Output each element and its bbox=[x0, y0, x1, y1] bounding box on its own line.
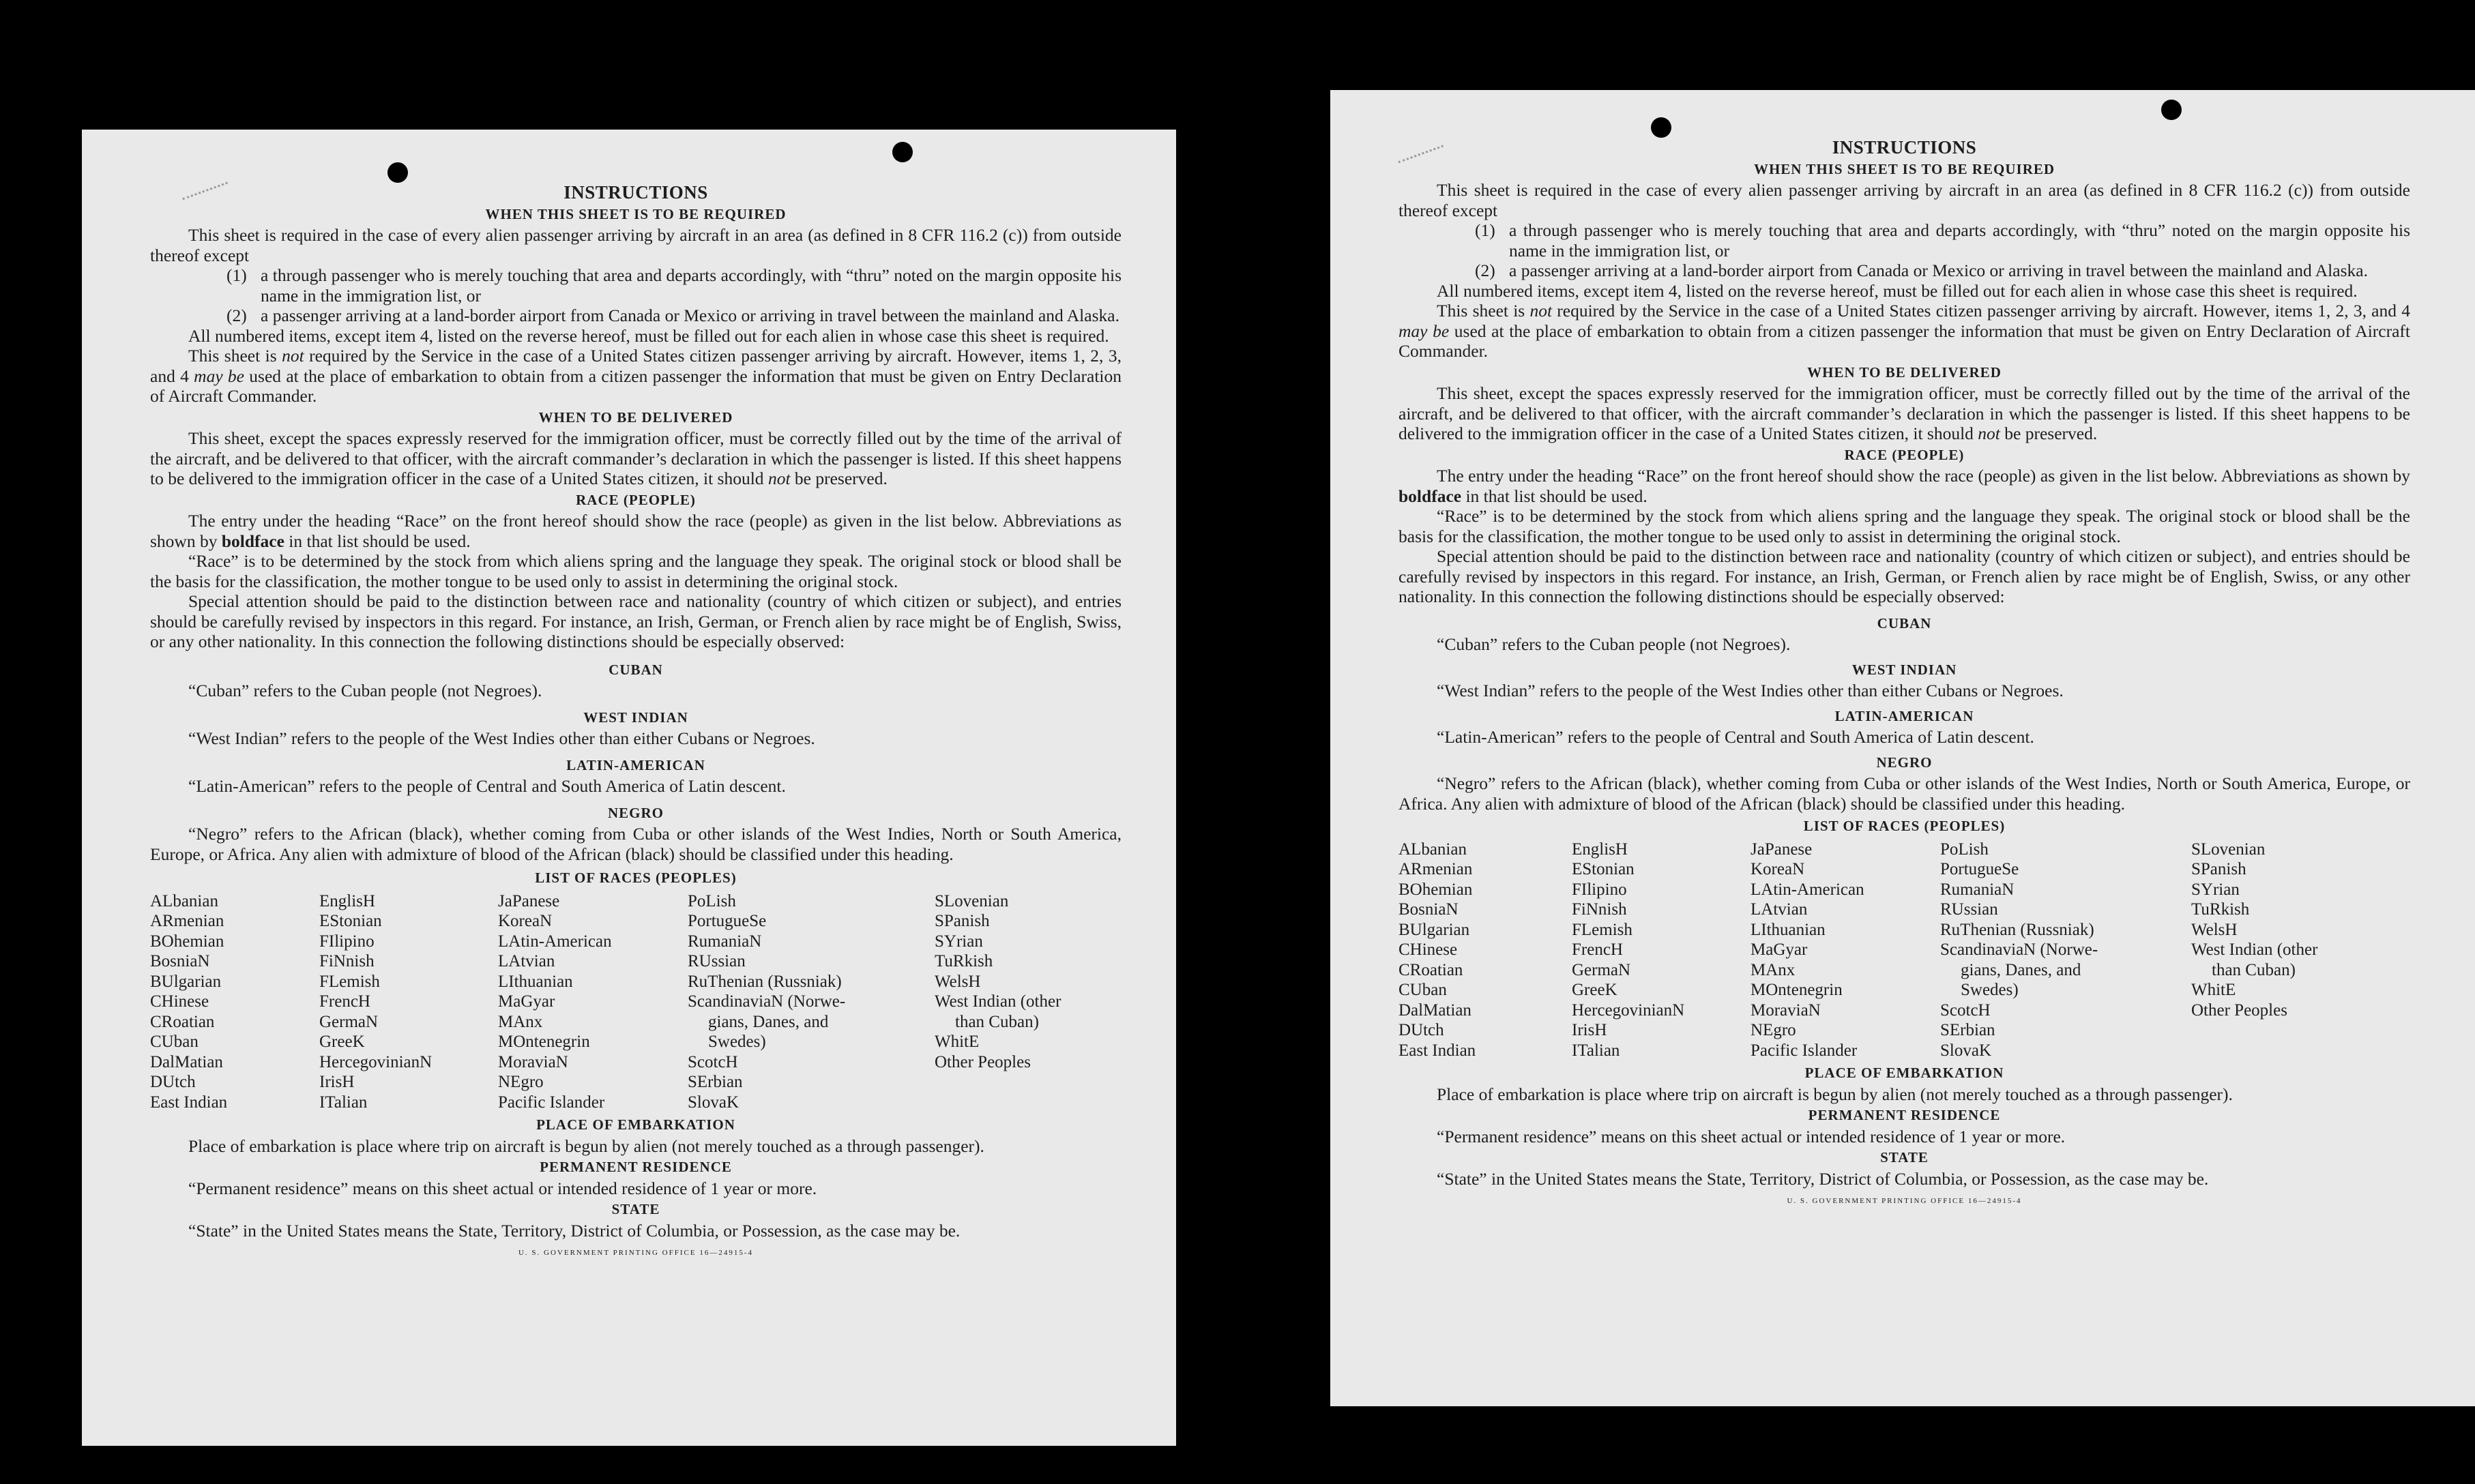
paragraph-numbered-items: All numbered items, except item 4, listed on the reverse hereof, must be filled out for each alien in whose case this sheet is required. bbox=[1437, 280, 2358, 301]
paragraph-race-definition: “Race” is to be determined by the stock from which aliens spring and the language they speak. The original stock or blood shall be the basis for the classification, the mother tongue to be used only to assist in determining the original stock. bbox=[1398, 506, 2410, 546]
race-entry: PortugueSe bbox=[688, 912, 767, 930]
race-entry: RumaniaN bbox=[1940, 880, 2015, 899]
paragraph-state: “State” in the United States means the State, Territory, District of Columbia, or Possession, as the case may be. bbox=[188, 1220, 961, 1241]
race-entry: CRoatian bbox=[1398, 960, 1463, 979]
race-entry: ARmenian bbox=[150, 912, 224, 930]
race-entry: JaPanese bbox=[1751, 840, 1813, 859]
instruction-sheet-right bbox=[1330, 90, 2475, 1406]
heading-place-of-embarkation: PLACE OF EMBARKATION bbox=[536, 1116, 735, 1133]
exception-item bbox=[1475, 220, 2410, 261]
race-entry: CRoatian bbox=[150, 1012, 215, 1031]
race-entry: SLovenian bbox=[935, 891, 1009, 910]
race-entry: CHinese bbox=[1398, 940, 1458, 959]
paragraph-delivered: This sheet, except the spaces expressly reserved for the immigration officer, must be correctly filled out by the time of the arrival of the aircraft, and be delivered to that officer, with the aircraft commander’s declaration in which the passenger is listed. If this sheet happens to be delivered to the immigration officer in the case of a United States citizen, it should not be preserved. bbox=[1398, 383, 2410, 443]
heading-when-required: WHEN THIS SHEET IS TO BE REQUIRED bbox=[485, 205, 787, 222]
race-entry: ALbanian bbox=[150, 891, 218, 910]
heading-negro: NEGRO bbox=[607, 804, 664, 821]
race-entry: Other Peoples bbox=[2191, 1000, 2287, 1020]
exception-item bbox=[1475, 261, 2410, 281]
paragraph-race-entry: The entry under the heading “Race” on the front hereof should show the race (people) as given in the list below. Abbreviations as shown by boldface in that list should be used. bbox=[1398, 466, 2410, 506]
race-entry: DalMatian bbox=[150, 1052, 223, 1071]
race-entry: MaGyar bbox=[1751, 940, 1808, 959]
heading-list-of-races: LIST OF RACES (PEOPLES) bbox=[535, 870, 737, 886]
race-entry: LAtvian bbox=[498, 952, 555, 970]
races-list bbox=[1398, 840, 2410, 1061]
race-entry: FiNnish bbox=[1572, 900, 1627, 919]
race-entry: WhitE bbox=[935, 1033, 980, 1051]
heading-state: STATE bbox=[1880, 1149, 1929, 1166]
heading-when-delivered: WHEN TO BE DELIVERED bbox=[1807, 363, 2002, 381]
paragraph-citizen: This sheet is not required by the Service in the case of a United States citizen passenger arriving by aircraft. However, items 1, 2, 3, and 4 may be used at the place of embarkation to obtain from a citizen passenger the information that must be given on Entry Declaration of Aircraft Commander. bbox=[1398, 301, 2410, 361]
heading-list-of-races: LIST OF RACES (PEOPLES) bbox=[1803, 818, 2006, 834]
paragraph-cuban: “Cuban” refers to the Cuban people (not Negroes). bbox=[1437, 634, 1791, 654]
item-text: a passenger arriving at a land-border airport from Canada or Mexico or arriving in travel between the mainland and Alaska. bbox=[1509, 261, 2368, 280]
printer-imprint: U. S. GOVERNMENT PRINTING OFFICE 16—24915-4 bbox=[518, 1249, 753, 1257]
race-entry: MaGyar bbox=[498, 992, 555, 1011]
paragraph-embarkation: Place of embarkation is place where trip on aircraft is begun by alien (not merely touched as a through passenger). bbox=[1437, 1084, 2233, 1104]
race-entry: CUban bbox=[150, 1033, 199, 1051]
race-entry: CUban bbox=[1398, 981, 1447, 999]
race-entry: NEgro bbox=[1751, 1021, 1796, 1039]
races-list bbox=[150, 891, 1122, 1113]
race-entry: TuRkish bbox=[2191, 900, 2250, 919]
race-entry: BOhemian bbox=[1398, 880, 1473, 899]
heading-place-of-embarkation: PLACE OF EMBARKATION bbox=[1804, 1065, 2004, 1081]
race-entry: BosniaN bbox=[150, 952, 210, 970]
punch-hole bbox=[387, 162, 408, 183]
race-entry: RUssian bbox=[1940, 900, 1998, 919]
race-entry: SYrian bbox=[2191, 880, 2240, 899]
race-entry: Other Peoples bbox=[935, 1052, 1031, 1071]
instruction-sheet-left bbox=[82, 130, 1176, 1446]
race-entry: FrencH bbox=[319, 992, 370, 1011]
race-entry: IrisH bbox=[319, 1073, 355, 1091]
race-entry: Pacific Islander bbox=[1751, 1041, 1858, 1060]
race-entry: RUssian bbox=[688, 952, 746, 970]
heading-negro: NEGRO bbox=[1876, 754, 1933, 771]
races-column bbox=[1572, 840, 1751, 1061]
race-entry: EnglisH bbox=[319, 891, 375, 910]
exception-item bbox=[226, 306, 1122, 326]
race-entry: ScotcH bbox=[1940, 1000, 1991, 1020]
race-entry: ITalian bbox=[319, 1093, 368, 1112]
heading-west-indian: WEST INDIAN bbox=[1851, 661, 1957, 678]
paragraph-numbered-items: All numbered items, except item 4, listed on the reverse hereof, must be filled out for each alien in whose case this sheet is required. bbox=[188, 325, 1109, 346]
race-entry: IrisH bbox=[1572, 1021, 1607, 1039]
race-entry: SErbian bbox=[1940, 1021, 1995, 1039]
race-entry: SLovenian bbox=[2191, 840, 2266, 859]
race-entry: EnglisH bbox=[1572, 840, 1628, 859]
paragraph-west-indian: “West Indian” refers to the people of the West Indies other than either Cubans or Negroes. bbox=[1437, 681, 2064, 700]
heading-race: RACE (PEOPLE) bbox=[576, 491, 696, 508]
heading-west-indian: WEST INDIAN bbox=[583, 709, 688, 726]
races-column bbox=[1751, 840, 1940, 1061]
race-entry: GreeK bbox=[1572, 981, 1617, 999]
races-column bbox=[1398, 840, 1572, 1061]
races-column bbox=[498, 891, 688, 1113]
heading-latin-american: LATIN-AMERICAN bbox=[566, 756, 705, 773]
race-entry: HercegovinianN bbox=[319, 1052, 433, 1071]
race-entry: East Indian bbox=[1398, 1041, 1476, 1060]
race-entry: SPanish bbox=[935, 912, 990, 930]
race-entry: ScandinaviaN (Norwe- bbox=[1940, 940, 2098, 959]
paragraph-required: This sheet is required in the case of every alien passenger arriving by aircraft in an area (as defined in 8 CFR 116.2 (c)) from outside thereof except bbox=[1398, 180, 2410, 220]
race-entry: than Cuban) bbox=[955, 1012, 1039, 1031]
race-entry: MoraviaN bbox=[498, 1052, 568, 1071]
heading-cuban: CUBAN bbox=[609, 661, 663, 678]
paragraph-race-nationality: Special attention should be paid to the distinction between race and nationality (country of which citizen or subject), and entries should be carefully revised by inspectors in this regard. For instance, an Irish, German, or French alien by race might be of English, Swiss, or any other nationality. In this connection the following distinctions should be especially observed: bbox=[1398, 546, 2410, 606]
race-entry: SErbian bbox=[688, 1073, 743, 1091]
paragraph-residence: “Permanent residence” means on this sheet actual or intended residence of 1 year or more. bbox=[1437, 1126, 2066, 1146]
races-column bbox=[150, 891, 319, 1113]
race-entry: SlovaK bbox=[1940, 1041, 1991, 1060]
race-entry: ALbanian bbox=[1398, 840, 1467, 859]
heading-race: RACE (PEOPLE) bbox=[1844, 446, 1965, 463]
race-entry: West Indian (other bbox=[935, 992, 1061, 1011]
paragraph-cuban: “Cuban” refers to the Cuban people (not Negroes). bbox=[188, 681, 542, 700]
race-entry: BUlgarian bbox=[150, 972, 222, 991]
race-entry: East Indian bbox=[150, 1093, 228, 1112]
exception-item bbox=[226, 265, 1122, 306]
page-title: INSTRUCTIONS bbox=[563, 182, 708, 203]
race-entry: LIthuanian bbox=[1751, 920, 1826, 939]
paragraph-negro: “Negro” refers to the African (black), whether coming from Cuba or other islands of the West Indies, North or South America, Europe, or Africa. Any alien with admixture of blood of the African (black) should be classified under this heading. bbox=[150, 824, 1122, 864]
race-entry: MoraviaN bbox=[1751, 1000, 1821, 1020]
heading-state: STATE bbox=[611, 1201, 660, 1217]
race-entry: SlovaK bbox=[688, 1093, 739, 1112]
race-entry: RuThenian (Russniak) bbox=[1940, 920, 2094, 939]
race-entry: BUlgarian bbox=[1398, 920, 1470, 939]
heading-when-delivered: WHEN TO BE DELIVERED bbox=[538, 409, 733, 426]
races-column bbox=[935, 891, 1112, 1113]
item-number: (1) bbox=[1475, 220, 1495, 240]
race-entry: SPanish bbox=[2191, 860, 2246, 878]
paragraph-negro: “Negro” refers to the African (black), whether coming from Cuba or other islands of the West Indies, North or South America, Europe, or Africa. Any alien with admixture of blood of the African (black) should be classified under this heading. bbox=[1398, 773, 2410, 814]
race-entry: FIlipino bbox=[319, 932, 375, 951]
race-entry: MAnx bbox=[498, 1012, 543, 1031]
heading-cuban: CUBAN bbox=[1877, 614, 1932, 632]
race-entry: Swedes) bbox=[708, 1033, 766, 1051]
race-entry: gians, Danes, and bbox=[708, 1012, 829, 1031]
race-entry: Swedes) bbox=[1961, 981, 2019, 999]
paragraph-delivered: This sheet, except the spaces expressly reserved for the immigration officer, must be correctly filled out by the time of the arrival of the aircraft, and be delivered to that officer, with the aircraft commander’s declaration in which the passenger is listed. If this sheet happens to be delivered to the immigration officer in the case of a United States citizen, it should not be preserved. bbox=[150, 428, 1122, 488]
race-entry: RuThenian (Russniak) bbox=[688, 972, 842, 991]
race-entry: BOhemian bbox=[150, 932, 224, 951]
race-entry: MOntenegrin bbox=[1751, 981, 1843, 999]
race-entry: MAnx bbox=[1751, 960, 1796, 979]
races-column bbox=[2191, 840, 2370, 1061]
punch-hole bbox=[2161, 100, 2182, 120]
paragraph-embarkation: Place of embarkation is place where trip on aircraft is begun by alien (not merely touched as a through passenger). bbox=[188, 1136, 984, 1156]
race-entry: Pacific Islander bbox=[498, 1093, 605, 1112]
item-text: a through passenger who is merely touching that area and departs accordingly, with “thru” noted on the margin opposite his name in the immigration list, or bbox=[261, 265, 1122, 306]
paragraph-race-nationality: Special attention should be paid to the distinction between race and nationality (country of which citizen or subject), and entries should be carefully revised by inspectors in this regard. For instance, an Irish, German, or French alien by race might be of English, Swiss, or any other nationality. In this connection the following distinctions should be especially observed: bbox=[150, 591, 1122, 651]
race-entry: RumaniaN bbox=[688, 932, 762, 951]
races-column bbox=[688, 891, 935, 1113]
races-column bbox=[1940, 840, 2191, 1061]
race-entry: ARmenian bbox=[1398, 860, 1473, 878]
race-entry: PortugueSe bbox=[1940, 860, 2019, 878]
race-entry: LIthuanian bbox=[498, 972, 573, 991]
heading-when-required: WHEN THIS SHEET IS TO BE REQUIRED bbox=[1753, 160, 2055, 177]
race-entry: LAtvian bbox=[1751, 900, 1808, 919]
punch-hole bbox=[1651, 117, 1671, 138]
race-entry: EStonian bbox=[1572, 860, 1635, 878]
race-entry: SYrian bbox=[935, 932, 983, 951]
item-number: (2) bbox=[226, 306, 247, 325]
race-entry: GreeK bbox=[319, 1033, 365, 1051]
page-title: INSTRUCTIONS bbox=[1832, 137, 1977, 158]
race-entry: gians, Danes, and bbox=[1961, 960, 2081, 979]
race-entry: KoreaN bbox=[1751, 860, 1805, 878]
race-entry: FIlipino bbox=[1572, 880, 1627, 899]
paragraph-west-indian: “West Indian” refers to the people of the West Indies other than either Cubans or Negroes. bbox=[188, 728, 815, 748]
race-entry: FiNnish bbox=[319, 952, 375, 970]
race-entry: WelsH bbox=[2191, 920, 2238, 939]
race-entry: KoreaN bbox=[498, 912, 553, 930]
race-entry: TuRkish bbox=[935, 952, 993, 970]
race-entry: GermaN bbox=[319, 1012, 379, 1031]
paragraph-latin-american: “Latin-American” refers to the people of Central and South America of Latin descent. bbox=[188, 776, 786, 796]
race-entry: HercegovinianN bbox=[1572, 1000, 1685, 1020]
heading-latin-american: LATIN-AMERICAN bbox=[1834, 707, 1974, 724]
race-entry: FLemish bbox=[1572, 920, 1632, 939]
paragraph-residence: “Permanent residence” means on this sheet actual or intended residence of 1 year or more. bbox=[188, 1178, 817, 1198]
race-entry: PoLish bbox=[1940, 840, 1989, 859]
paragraph-state: “State” in the United States means the State, Territory, District of Columbia, or Possession, as the case may be. bbox=[1437, 1168, 2209, 1189]
heading-permanent-residence: PERMANENT RESIDENCE bbox=[540, 1159, 732, 1175]
race-entry: FLemish bbox=[319, 972, 380, 991]
race-entry: EStonian bbox=[319, 912, 382, 930]
race-entry: CHinese bbox=[150, 992, 209, 1011]
item-text: a passenger arriving at a land-border airport from Canada or Mexico or arriving in travel between the mainland and Alaska. bbox=[261, 306, 1119, 325]
race-entry: ScotcH bbox=[688, 1052, 738, 1071]
race-entry: West Indian (other bbox=[2191, 940, 2318, 959]
item-number: (1) bbox=[226, 265, 247, 285]
race-entry: ScandinaviaN (Norwe- bbox=[688, 992, 846, 1011]
item-text: a through passenger who is merely touching that area and departs accordingly, with “thru” noted on the margin opposite his name in the immigration list, or bbox=[1509, 220, 2410, 261]
printer-imprint: U. S. GOVERNMENT PRINTING OFFICE 16—24915-4 bbox=[1787, 1197, 2022, 1205]
race-entry: PoLish bbox=[688, 891, 736, 910]
race-entry: MOntenegrin bbox=[498, 1033, 590, 1051]
race-entry: WelsH bbox=[935, 972, 981, 991]
race-entry: JaPanese bbox=[498, 891, 560, 910]
race-entry: NEgro bbox=[498, 1073, 544, 1091]
race-entry: than Cuban) bbox=[2212, 960, 2296, 979]
race-entry: BosniaN bbox=[1398, 900, 1459, 919]
paragraph-required: This sheet is required in the case of every alien passenger arriving by aircraft in an area (as defined in 8 CFR 116.2 (c)) from outside thereof except bbox=[150, 225, 1122, 265]
paragraph-citizen: This sheet is not required by the Service in the case of a United States citizen passenger arriving by aircraft. However, items 1, 2, 3, and 4 may be used at the place of embarkation to obtain from a citizen passenger the information that must be given on Entry Declaration of Aircraft Commander. bbox=[150, 346, 1122, 406]
race-entry: LAtin-American bbox=[498, 932, 612, 951]
races-column bbox=[319, 891, 498, 1113]
punch-hole bbox=[892, 142, 913, 162]
race-entry: GermaN bbox=[1572, 960, 1631, 979]
race-entry: WhitE bbox=[2191, 981, 2236, 999]
race-entry: FrencH bbox=[1572, 940, 1623, 959]
race-entry: LAtin-American bbox=[1751, 880, 1864, 899]
race-entry: DUtch bbox=[1398, 1021, 1444, 1039]
race-entry: DUtch bbox=[150, 1073, 196, 1091]
paragraph-race-entry: The entry under the heading “Race” on the front hereof should show the race (people) as given in the list below. Abbreviations as shown by boldface in that list should be used. bbox=[150, 511, 1122, 551]
race-entry: ITalian bbox=[1572, 1041, 1620, 1060]
item-number: (2) bbox=[1475, 261, 1495, 280]
race-entry: DalMatian bbox=[1398, 1000, 1471, 1020]
paragraph-race-definition: “Race” is to be determined by the stock from which aliens spring and the language they speak. The original stock or blood shall be the basis for the classification, the mother tongue to be used only to assist in determining the original stock. bbox=[150, 551, 1122, 591]
paragraph-latin-american: “Latin-American” refers to the people of Central and South America of Latin descent. bbox=[1437, 727, 2034, 747]
heading-permanent-residence: PERMANENT RESIDENCE bbox=[1808, 1107, 2001, 1123]
